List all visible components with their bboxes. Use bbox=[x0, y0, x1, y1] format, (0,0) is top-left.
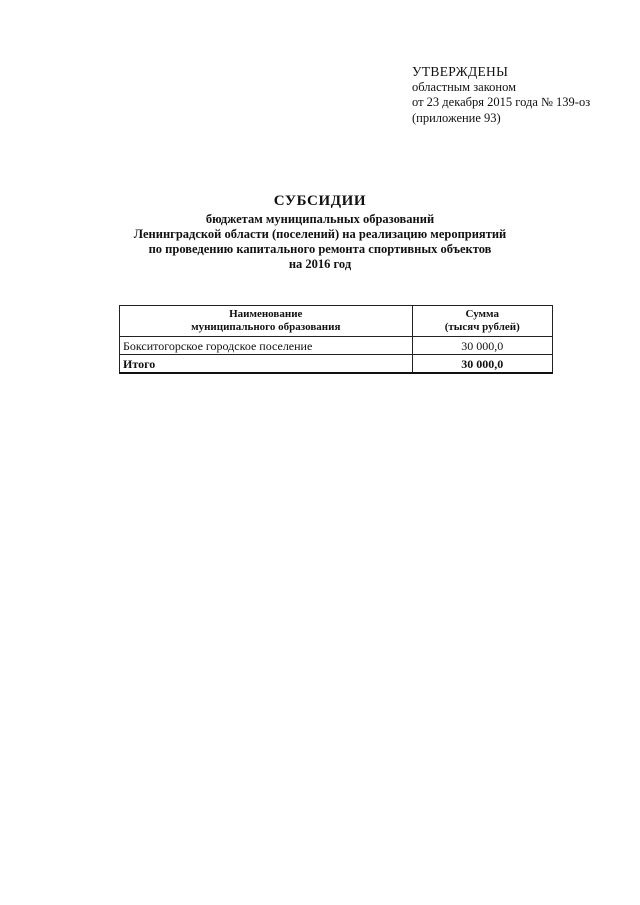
total-label: Итого bbox=[120, 355, 413, 374]
approval-title: УТВЕРЖДЕНЫ bbox=[412, 64, 509, 79]
approval-stamp bbox=[412, 64, 632, 126]
header-sum bbox=[412, 306, 553, 337]
total-row bbox=[120, 355, 553, 374]
document-heading bbox=[100, 192, 540, 272]
subsidy-table bbox=[119, 305, 553, 374]
document-title: СУБСИДИИ bbox=[273, 193, 367, 209]
row-name: Бокситогорское городское поселение bbox=[120, 337, 413, 355]
heading-line-4: на 2016 год bbox=[288, 257, 352, 271]
total-sum: 30 000,0 bbox=[412, 355, 553, 374]
header-name bbox=[120, 306, 413, 337]
approval-appendix-line: (приложение 93) bbox=[412, 110, 501, 125]
heading-line-3: по проведению капитального ремонта спортивных объектов bbox=[148, 242, 492, 256]
header-sum-line-2: (тысяч рублей) bbox=[444, 321, 520, 333]
header-name-line-2: муниципального образования bbox=[191, 321, 341, 333]
header-name-line-1: Наименование bbox=[229, 308, 303, 320]
approval-law-line: областным законом bbox=[412, 79, 517, 94]
heading-line-2: Ленинградской области (поселений) на реализацию мероприятий bbox=[133, 227, 507, 241]
table-row bbox=[120, 337, 553, 355]
header-sum-line-1: Сумма bbox=[465, 308, 499, 320]
table-header-row bbox=[120, 306, 553, 337]
heading-line-1: бюджетам муниципальных образований bbox=[205, 212, 435, 226]
row-sum: 30 000,0 bbox=[412, 337, 553, 355]
approval-date-line: от 23 декабря 2015 года № 139-оз bbox=[412, 95, 591, 109]
